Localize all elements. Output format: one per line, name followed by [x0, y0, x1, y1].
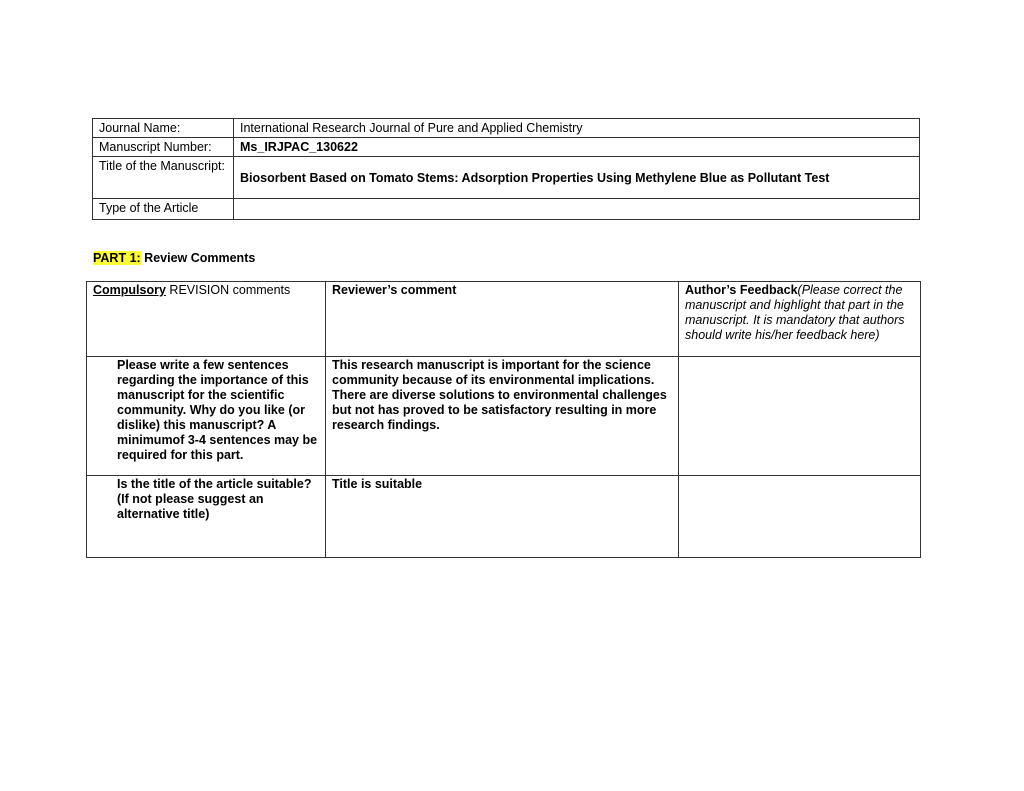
header-compulsory-underlined: Compulsory	[93, 283, 166, 297]
manuscript-title-label: Title of the Manuscript:	[93, 157, 234, 199]
header-revision-comments: REVISION comments	[165, 283, 291, 297]
author-feedback-importance[interactable]	[679, 357, 921, 476]
manuscript-number-value: Ms_IRJPAC_130622	[234, 138, 920, 157]
table-row	[87, 357, 921, 476]
manuscript-number-label: Manuscript Number:	[93, 138, 234, 157]
manuscript-title-row	[93, 157, 920, 199]
article-type-label: Type of the Article	[93, 199, 234, 220]
part1-heading	[93, 251, 255, 265]
manuscript-title-value: Biosorbent Based on Tomato Stems: Adsorption Properties Using Methylene Blue as Pollutant Test	[234, 157, 920, 199]
part1-heading-text: Review Comments	[140, 251, 256, 265]
article-type-row	[93, 199, 920, 220]
journal-label: Journal Name:	[93, 119, 234, 138]
article-type-value	[234, 199, 920, 220]
header-author-feedback-title: Author’s Feedback	[685, 283, 798, 297]
reviewer-comment-importance: This research manuscript is important for the science community because of its environmental implications. There are diverse solutions to environmental challenges but not has proved to be satisfactory resulting in more research findings.	[326, 357, 679, 476]
header-author-feedback	[679, 282, 921, 357]
header-author-feedback-note: (Please correct the manuscript and highlight that part in the manuscript. It is mandatory that authors should write his/her feedback here)	[685, 283, 905, 342]
part1-highlight: PART 1:	[93, 251, 141, 265]
header-compulsory-revision	[87, 282, 326, 357]
author-feedback-title[interactable]	[679, 476, 921, 558]
header-reviewer-comment: Reviewer’s comment	[326, 282, 679, 357]
manuscript-number-row	[93, 138, 920, 157]
review-header-row	[87, 282, 921, 357]
reviewer-comment-title: Title is suitable	[326, 476, 679, 558]
manuscript-info-table	[92, 118, 920, 220]
review-comments-table	[86, 281, 921, 558]
table-row	[87, 476, 921, 558]
question-importance: Please write a few sentences regarding the importance of this manuscript for the scientific community. Why do you like (or dislike) this manuscript? A minimumof 3-4 sentences may be required for this part.	[87, 357, 326, 476]
journal-value: International Research Journal of Pure and Applied Chemistry	[234, 119, 920, 138]
question-title-suitable: Is the title of the article suitable? (If not please suggest an alternative title)	[87, 476, 326, 558]
journal-row	[93, 119, 920, 138]
